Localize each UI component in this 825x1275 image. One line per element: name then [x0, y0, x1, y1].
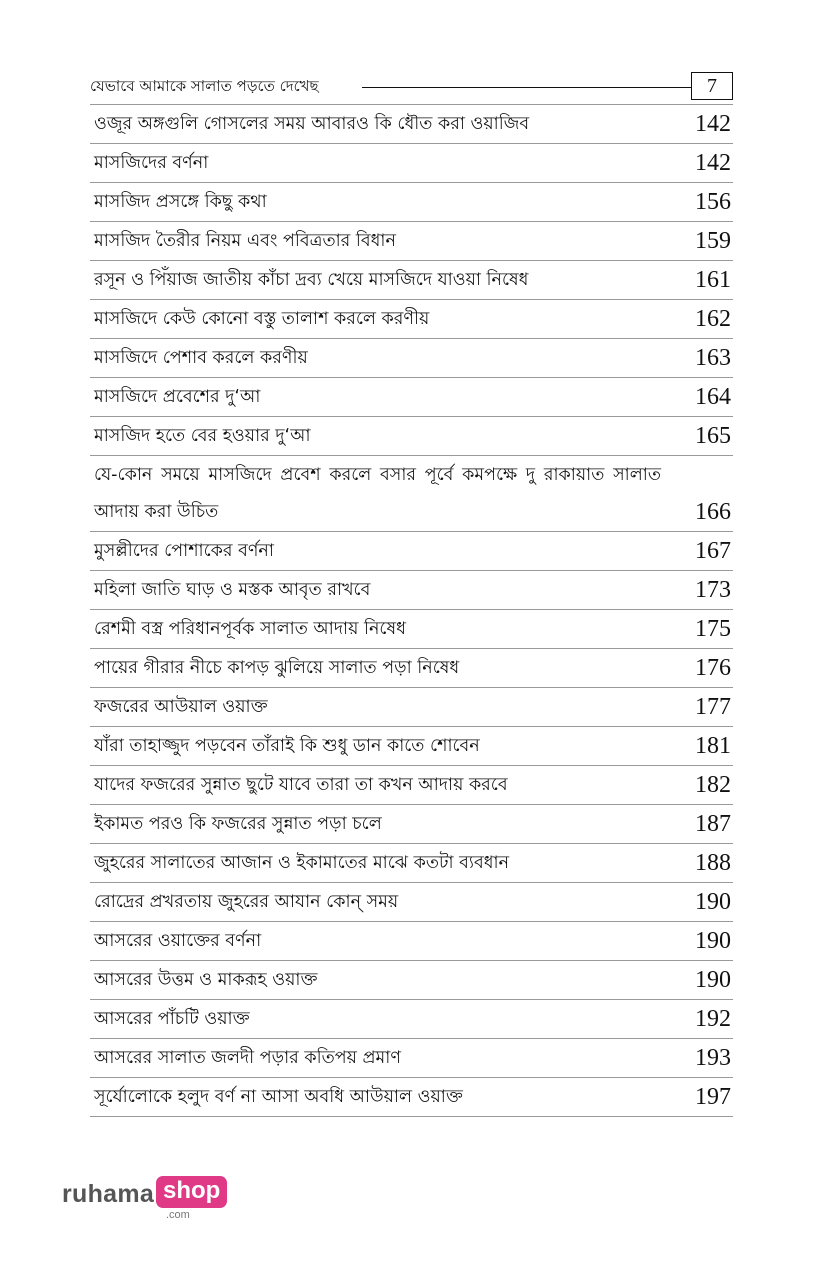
toc-row	[90, 143, 733, 182]
toc-row	[90, 687, 733, 726]
toc-entry-title: ওজূর অঙ্গগুলি গোসলের সময় আবারও কি ধৌত করা ওয়াজিব	[94, 114, 530, 134]
toc-entry-title: আসরের সালাত জলদী পড়ার কতিপয় প্রমাণ	[94, 1048, 401, 1068]
header-rule	[362, 87, 691, 88]
toc-row	[90, 921, 733, 960]
toc-entry-page: 163	[695, 345, 731, 371]
toc-entry-title: ফজরের আউয়াল ওয়াক্ত	[94, 697, 268, 717]
toc-entry-page: 181	[695, 733, 731, 759]
toc-entry-title: মাসজিদ হতে বের হওয়ার দু‘আ	[94, 426, 311, 446]
toc-entry-title: যাঁরা তাহাজ্জুদ পড়বেন তাঁরাই কি শুধু ডান কাতে শোবেন	[94, 736, 480, 756]
toc-entry-page: 167	[695, 538, 731, 564]
toc-entry-title: মাসজিদের বর্ণনা	[94, 153, 209, 173]
toc-row	[90, 999, 733, 1038]
toc-row	[90, 726, 733, 765]
toc-entry-title: আসরের পাঁচটি ওয়াক্ত	[94, 1009, 250, 1029]
toc-entry-page: 142	[695, 111, 731, 137]
toc-entry-page: 165	[695, 423, 731, 449]
toc-entry-title: মাসজিদ তৈরীর নিয়ম এবং পবিত্রতার বিধান	[94, 231, 396, 251]
toc-entry-title: রোদ্রের প্রখরতায় জুহরের আযান কোন্ সময়	[94, 892, 399, 912]
toc-entry-title: রসূন ও পিঁয়াজ জাতীয় কাঁচা দ্রব্য খেয়ে মাসজিদে যাওয়া নিষেধ	[94, 270, 529, 290]
toc-row	[90, 455, 733, 531]
logo-text-ruhama: ruhama	[62, 1180, 155, 1208]
logo-text-com: .com	[166, 1209, 190, 1221]
toc-entry-title: মহিলা জাতি ঘাড় ও মস্তক আবৃত রাখবে	[94, 580, 371, 600]
toc-entry-page: 176	[695, 655, 731, 681]
toc-row	[90, 804, 733, 843]
running-header	[90, 72, 733, 102]
toc-entry-page: 161	[695, 267, 731, 293]
toc-row	[90, 182, 733, 221]
toc-row	[90, 843, 733, 882]
toc-entry-title: মুসল্লীদের পোশাকের বর্ণনা	[94, 541, 274, 561]
toc-entry-page: 166	[695, 499, 731, 525]
toc-row	[90, 765, 733, 804]
toc-entry-page: 159	[695, 228, 731, 254]
toc-entry-title: পায়ের গীরার নীচে কাপড় ঝুলিয়ে সালাত পড়া নিষেধ	[94, 658, 460, 678]
logo-text-shop: shop	[156, 1176, 227, 1208]
toc-entry-page: 156	[695, 189, 731, 215]
page-number-box: 7	[691, 72, 733, 100]
toc-row	[90, 648, 733, 687]
toc-entry-title: সূর্যোলোকে হলুদ বর্ণ না আসা অবধি আউয়াল ওয়াক্ত	[94, 1087, 463, 1107]
toc-entry-page: 190	[695, 889, 731, 915]
toc-entry-page: 142	[695, 150, 731, 176]
header-title: যেভাবে আমাকে সালাত পড়তে দেখেছ	[90, 77, 319, 95]
toc-entry-title: যাদের ফজরের সুন্নাত ছুটে যাবে তারা তা কখন আদায় করবে	[94, 775, 508, 795]
toc-entry-page: 164	[695, 384, 731, 410]
toc-row	[90, 299, 733, 338]
toc-row	[90, 104, 733, 143]
toc-row	[90, 416, 733, 455]
toc-row	[90, 882, 733, 921]
toc-row	[90, 960, 733, 999]
toc-entry-page: 188	[695, 850, 731, 876]
toc-entry-title: ইকামত পরও কি ফজরের সুন্নাত পড়া চলে	[94, 814, 382, 834]
toc-entry-page: 192	[695, 1006, 731, 1032]
toc-row	[90, 609, 733, 648]
toc-entry-page: 182	[695, 772, 731, 798]
toc-entry-title: আসরের উত্তম ও মাকরূহ ওয়াক্ত	[94, 970, 318, 990]
toc-entry-page: 190	[695, 928, 731, 954]
toc-entry-title: মাসজিদ প্রসঙ্গে কিছু কথা	[94, 192, 267, 212]
toc-row	[90, 221, 733, 260]
toc-entry-title: রেশমী বস্ত্র পরিধানপূর্বক সালাত আদায় নিষেধ	[94, 619, 406, 639]
toc-entry-title: মাসজিদে কেউ কোনো বস্তু তালাশ করলে করণীয়	[94, 309, 430, 329]
toc-entry-page: 162	[695, 306, 731, 332]
toc-entry-title: মাসজিদে প্রবেশের দু‘আ	[94, 387, 261, 407]
toc-row	[90, 260, 733, 299]
toc-entry-page: 193	[695, 1045, 731, 1071]
toc-entry-title: মাসজিদে পেশাব করলে করণীয়	[94, 348, 308, 368]
toc-entry-page: 177	[695, 694, 731, 720]
toc-row	[90, 1077, 733, 1117]
toc-entry-title: আসরের ওয়াক্তের বর্ণনা	[94, 931, 262, 951]
toc-entry-page: 190	[695, 967, 731, 993]
toc-row	[90, 377, 733, 416]
toc-row	[90, 570, 733, 609]
toc-entry-page: 173	[695, 577, 731, 603]
toc-entry-title: জুহরের সালাতের আজান ও ইকামাতের মাঝে কতটা ব্যবধান	[94, 853, 510, 873]
toc-entry-title: যে-কোন সময়ে মাসজিদে প্রবেশ করলে বসার পূর্বে কমপক্ষে দু রাকায়াত সালাত আদায় করা উচিত	[94, 465, 661, 522]
toc-row	[90, 338, 733, 377]
toc-entry-page: 175	[695, 616, 731, 642]
toc-row	[90, 531, 733, 570]
toc-entry-page: 197	[695, 1084, 731, 1110]
toc-row	[90, 1038, 733, 1077]
toc-entry-page: 187	[695, 811, 731, 837]
table-of-contents	[90, 104, 733, 1117]
